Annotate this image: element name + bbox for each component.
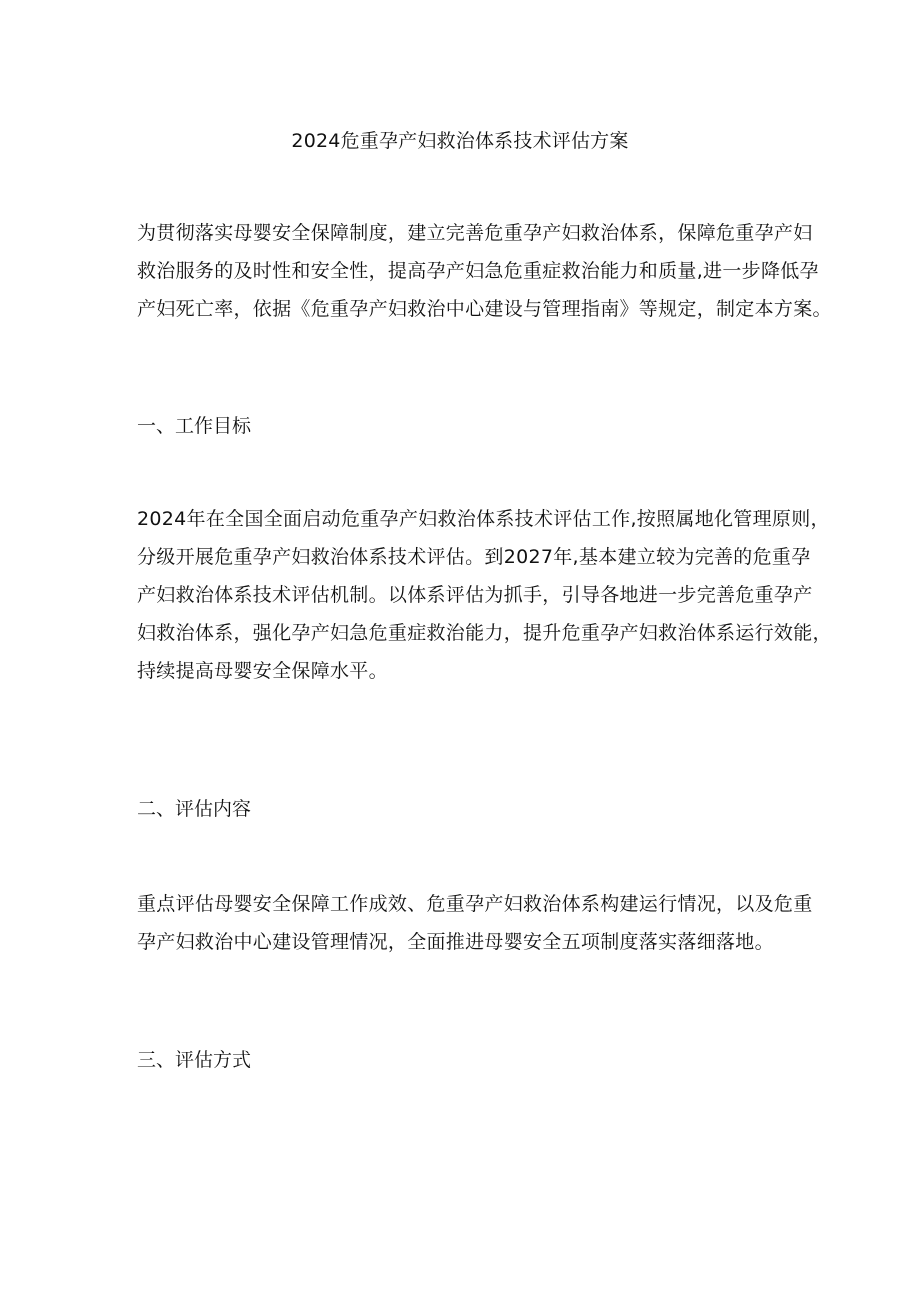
goals-line: 持续提高母婴安全保障水平。: [137, 660, 388, 682]
section-heading-method: 三、评估方式: [137, 1049, 252, 1071]
section-heading-goals: 一、工作目标: [137, 415, 252, 437]
goals-line: 产妇救治体系技术评估机制。以体系评估为抓手，引导各地进一步完善危重孕产: [137, 584, 813, 606]
intro-paragraph: [137, 214, 832, 328]
intro-line: 产妇死亡率，依据《危重孕产妇救治中心建设与管理指南》等规定，制定本方案。: [137, 298, 832, 320]
intro-line: 为贯彻落实母婴安全保障制度，建立完善危重孕产妇救治体系，保障危重孕产妇: [137, 222, 813, 244]
goals-line: 妇救治体系，强化孕产妇急危重症救治能力，提升危重孕产妇救治体系运行效能，: [137, 622, 832, 644]
intro-line: 救治服务的及时性和安全性，提高孕产妇急危重症救治能力和质量,进一步降低孕: [137, 260, 819, 282]
document-title: 2024危重孕产妇救治体系技术评估方案: [291, 130, 629, 152]
content-line: 孕产妇救治中心建设管理情况，全面推进母婴安全五项制度落实落细落地。: [137, 931, 774, 953]
goals-paragraph: [137, 500, 832, 690]
goals-line: 分级开展危重孕产妇救治体系技术评估。到2027年,基本建立较为完善的危重孕: [137, 546, 811, 568]
content-paragraph: [137, 885, 813, 961]
goals-line: 2024年在全国全面启动危重孕产妇救治体系技术评估工作,按照属地化管理原则，: [137, 508, 830, 530]
content-line: 重点评估母婴安全保障工作成效、危重孕产妇救治体系构建运行情况，以及危重: [137, 893, 813, 915]
section-heading-content: 二、评估内容: [137, 798, 252, 820]
